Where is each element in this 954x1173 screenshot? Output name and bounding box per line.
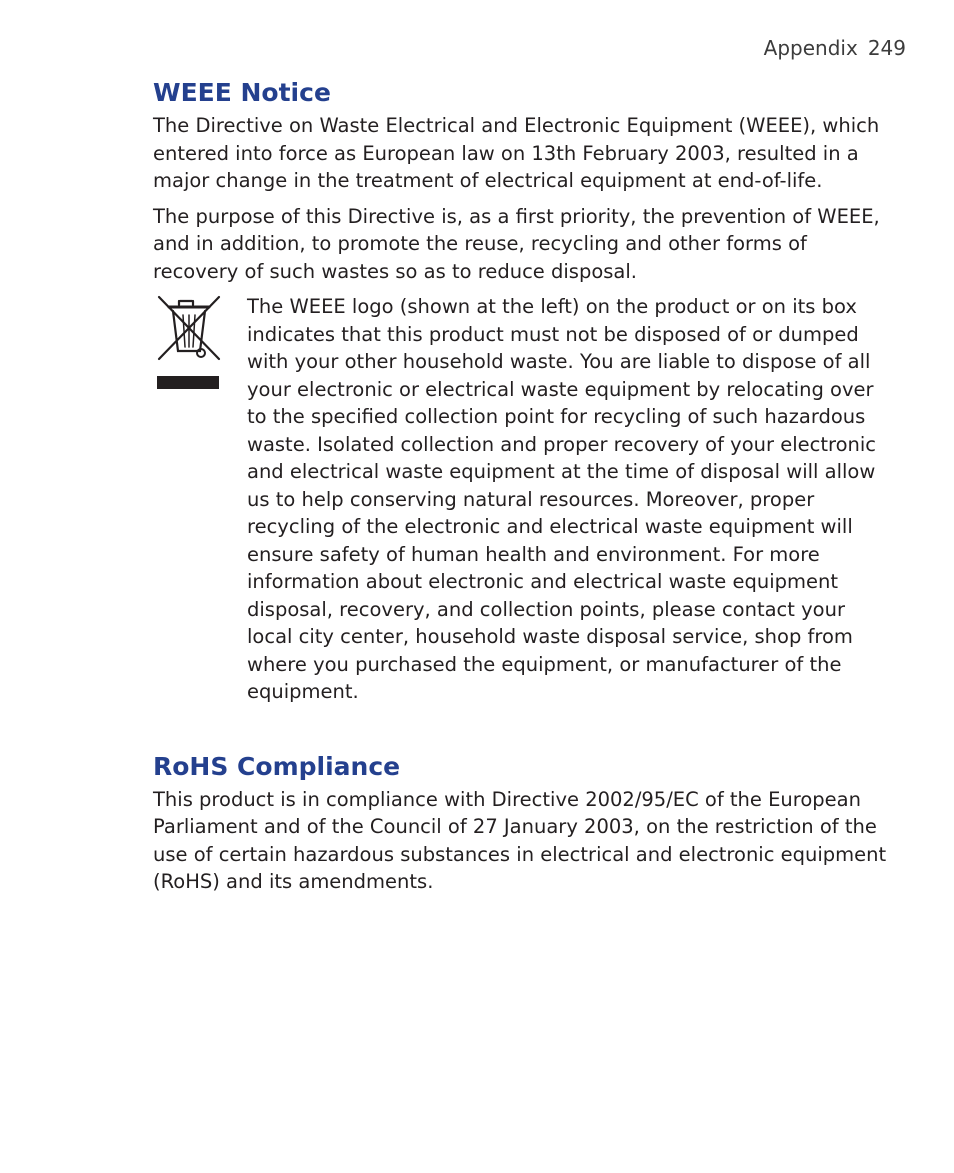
rohs-section bbox=[153, 748, 888, 896]
rohs-title: RoHS Compliance bbox=[153, 751, 401, 781]
page-number: 249 bbox=[867, 36, 906, 60]
weee-logo-description: The WEEE logo (shown at the left) on the product or on its box indicates that this product must not be disposed of or dumped with your other household waste. You are liable to dispose of all your electronic or electrical waste equipment by relocating over to the specified collection point for recycling of such hazardous waste. Isolated collection and proper recovery of your electronic and electrical waste equipment at the time of disposal will allow us to help conserving natural resources. Moreover, proper recycling of the electronic and electrical waste equipment will ensure safety of human health and environment. For more information about electronic and electrical waste equipment disposal, recovery, and collection points, please contact your local city center, household waste disposal service, shop from where you purchased the equipment, or manufacturer of the equipment. bbox=[247, 295, 877, 703]
weee-logo-block bbox=[153, 293, 888, 706]
weee-paragraph-2: The purpose of this Directive is, as a first priority, the prevention of WEEE, and in addition, to promote the reuse, recycling and other forms of recovery of such wastes so as to reduce disposal. bbox=[153, 204, 880, 283]
page-header bbox=[764, 36, 906, 60]
header-section: Appendix bbox=[763, 36, 858, 60]
page-content bbox=[153, 74, 888, 896]
weee-title: WEEE Notice bbox=[153, 78, 331, 107]
weee-paragraph-1: The Directive on Waste Electrical and Electronic Equipment (WEEE), which entered into force as European law on 13th February 2003, resulted in a major change in the treatment of electrical equipment at end-of-life. bbox=[153, 114, 880, 192]
crossed-out-wheelie-bin-icon bbox=[153, 293, 223, 395]
rohs-paragraph: This product is in compliance with Directive 2002/95/EC of the European Parliament and of the Council of 27 January 2003, on the restriction of the use of certain hazardous substances in electrical and electronic equipment (RoHS) and its amendments. bbox=[153, 787, 887, 893]
